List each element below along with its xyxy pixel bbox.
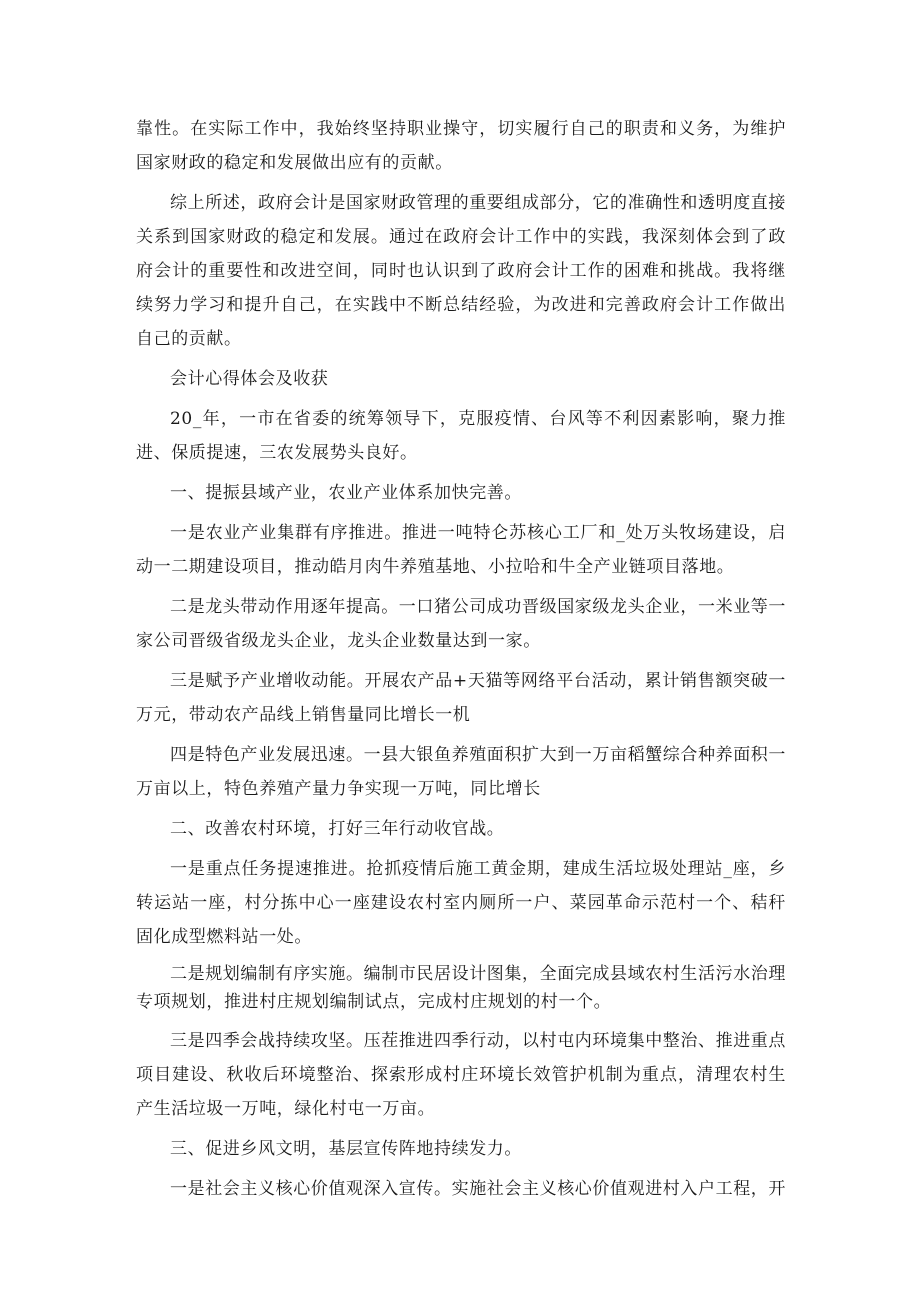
paragraph-environment-2: 二是规划编制有序实施。编制市民居设计图集，全面完成县域农村生活污水治理专项规划，推进村庄规划编制试点，完成村庄规划的村一个。: [136, 964, 786, 1012]
paragraph-environment-1: 一是重点任务提速推进。抢抓疫情后施工黄金期，建成生活垃圾处理站_座，乡转运站一座，村分拣中心一座建设农村室内厕所一户、菜园革命示范村一个、秸秆固化成型燃料站一处。: [136, 859, 786, 947]
section-title: 会计心得体会及收获: [170, 369, 329, 389]
paragraph-intro: 20_年，一市在省委的统筹领导下，克服疫情、台风等不利因素影响，聚力推进、保质提速，三农发展势头良好。: [136, 409, 786, 463]
paragraph-industry-4: 四是特色产业发展迅速。一县大银鱼养殖面积扩大到一万亩稻蟹综合种养面积一万亩以上，特色养殖产量力争实现一万吨，同比增长: [136, 745, 786, 799]
heading-industry: 一、提振县域产业，农业产业体系加快完善。: [170, 483, 522, 503]
paragraph-industry-1: 一是农业产业集群有序推进。推进一吨特仑苏核心工厂和_处万头牧场建设，启动一二期建设项目，推动皓月肉牛养殖基地、小拉哈和牛全产业链项目落地。: [136, 523, 786, 577]
paragraph-environment-3: 三是四季会战持续攻坚。压茬推进四季行动，以村屯内环境集中整治、推进重点项目建设、秋收后环境整治、探索形成村庄环境长效管护机制为重点，清理农村生产生活垃圾一万吨，绿化村屯一万亩。: [136, 1031, 786, 1119]
heading-environment: 二、改善农村环境，打好三年行动收官战。: [170, 819, 505, 839]
paragraph-industry-3: 三是赋予产业增收动能。开展农产品+天猫等网络平台活动，累计销售额突破一万元，带动农产品线上销售量同比增长一机: [136, 671, 786, 725]
paragraph-culture-1: 一是社会主义核心价值观深入宣传。实施社会主义核心价值观进村入户工程，开: [170, 1179, 786, 1199]
heading-culture: 三、促进乡风文明，基层宣传阵地持续发力。: [170, 1139, 522, 1159]
paragraph-continuation: 靠性。在实际工作中，我始终坚持职业操守，切实履行自己的职责和义务，为维护国家财政的稳定和发展做出应有的贡献。: [136, 119, 786, 173]
document-body: [136, 112, 786, 1212]
paragraph-summary: 综上所述，政府会计是国家财政管理的重要组成部分，它的准确性和透明度直接关系到国家财政的稳定和发展。通过在政府会计工作中的实践，我深刻体会到了政府会计的重要性和改进空间，同时也认识到了政府会计工作的困难和挑战。我将继续努力学习和提升自己，在实践中不断总结经验，为改进和完善政府会计工作做出自己的贡献。: [136, 193, 786, 349]
paragraph-industry-2: 二是龙头带动作用逐年提高。一口猪公司成功晋级国家级龙头企业，一米业等一家公司晋级省级龙头企业，龙头企业数量达到一家。: [136, 597, 786, 651]
